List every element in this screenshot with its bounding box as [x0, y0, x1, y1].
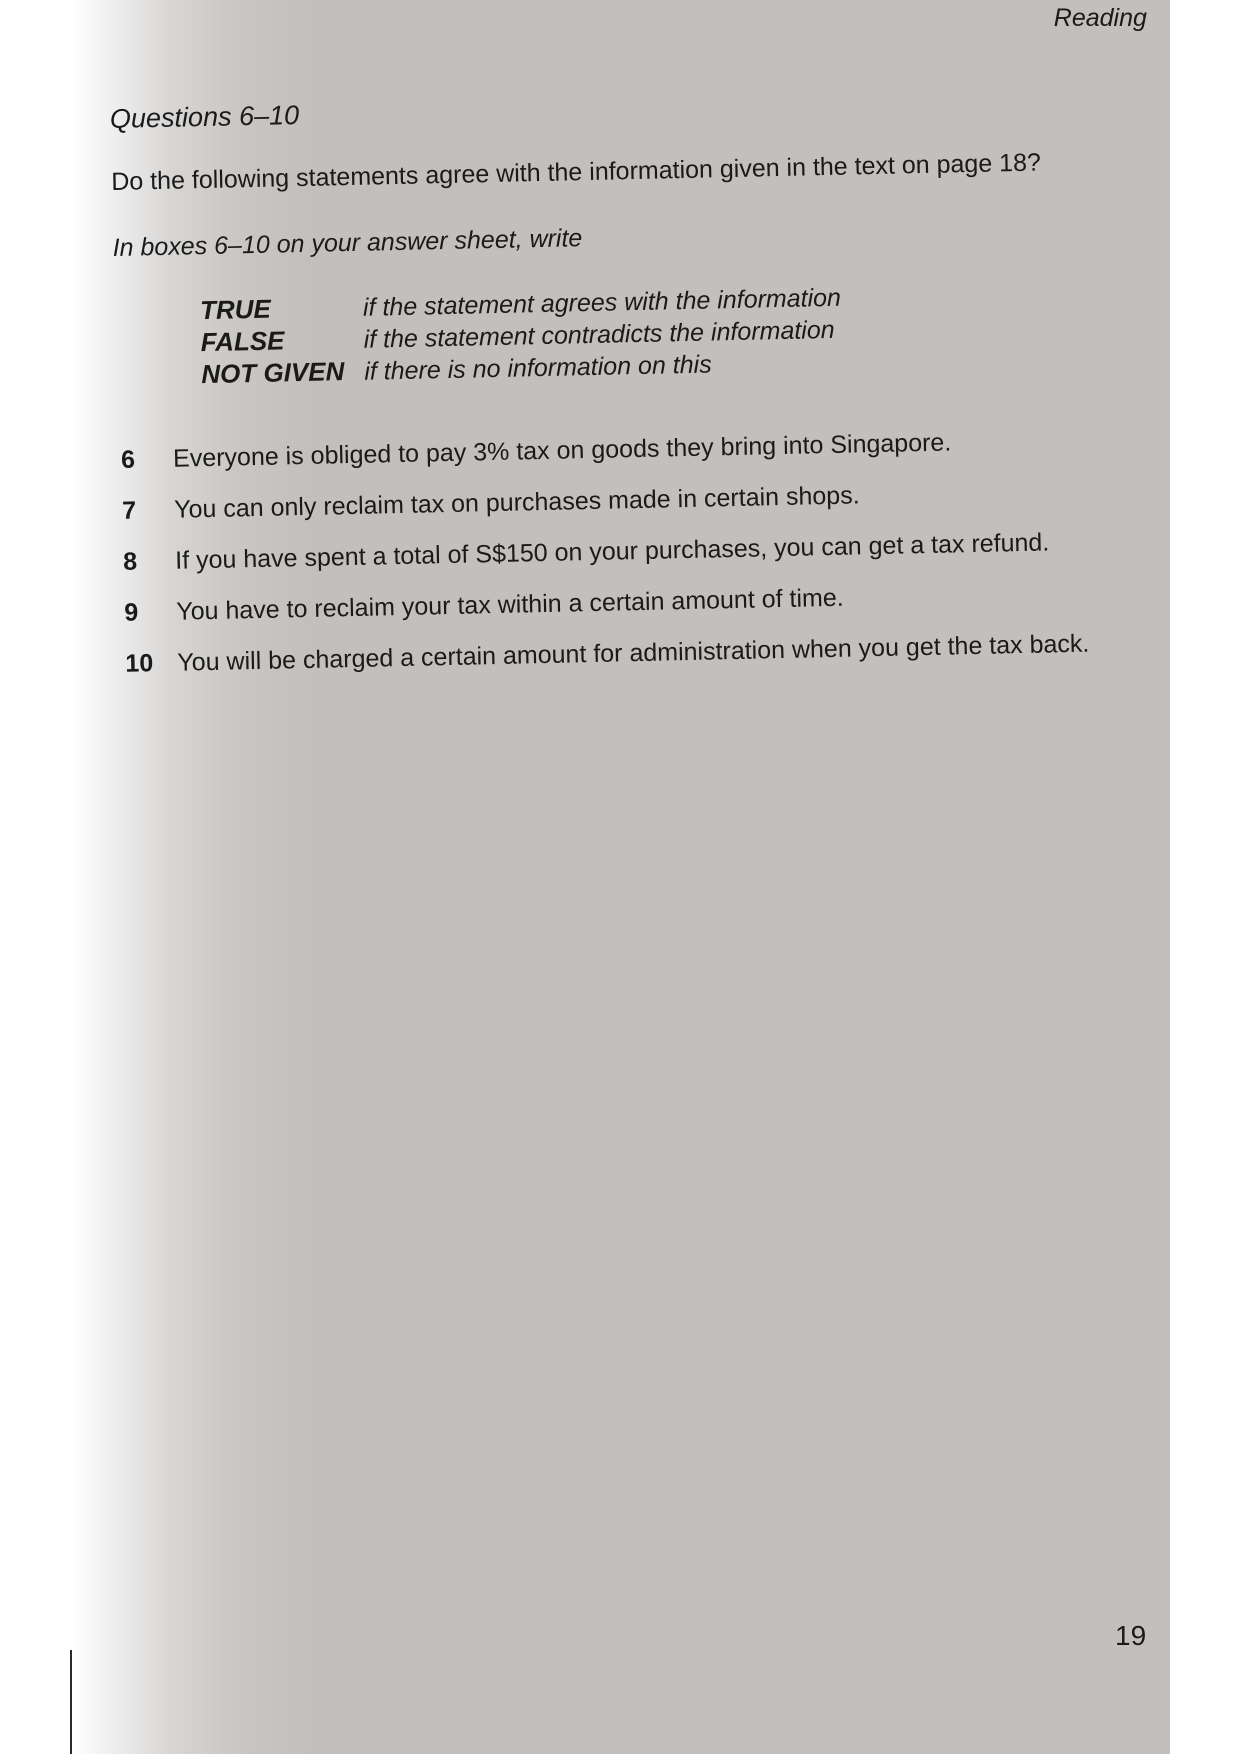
question-text: Everyone is obliged to pay 3% tax on goods they bring into Singapore.	[172, 428, 952, 473]
question-number: 8	[122, 547, 138, 576]
legend-description: if there is no information on this	[364, 350, 712, 386]
legend-description: if the statement agrees with the information	[362, 283, 842, 322]
legend-key: TRUE	[199, 293, 272, 326]
question-number: 10	[125, 649, 154, 678]
page-number: 19	[1115, 1620, 1147, 1651]
question-number: 7	[121, 496, 137, 525]
question-number: 9	[124, 598, 139, 627]
question-text: You have to reclaim your tax within a certain amount of time.	[176, 583, 844, 626]
legend-description: if the statement contradicts the information	[363, 315, 835, 354]
legend-key: FALSE	[200, 325, 285, 358]
task-instruction: Do the following statements agree with the information given in the text on page 18?	[111, 148, 1042, 196]
answer-sheet-instruction: In boxes 6–10 on your answer sheet, write	[112, 224, 583, 262]
question-text: You will be charged a certain amount for administration when you get the tax back.	[177, 629, 1090, 677]
question-number: 6	[120, 445, 136, 474]
answer-options-legend	[200, 282, 843, 391]
question-list	[121, 426, 1090, 701]
question-text: If you have spent a total of S$150 on your purchases, you can get a tax refund.	[174, 528, 1050, 575]
running-header-section-title: Reading	[1053, 4, 1147, 33]
question-text: You can only reclaim tax on purchases made in certain shops.	[173, 481, 860, 524]
questions-heading: Questions 6–10	[109, 100, 300, 134]
legend-key: NOT GIVEN	[201, 356, 345, 390]
